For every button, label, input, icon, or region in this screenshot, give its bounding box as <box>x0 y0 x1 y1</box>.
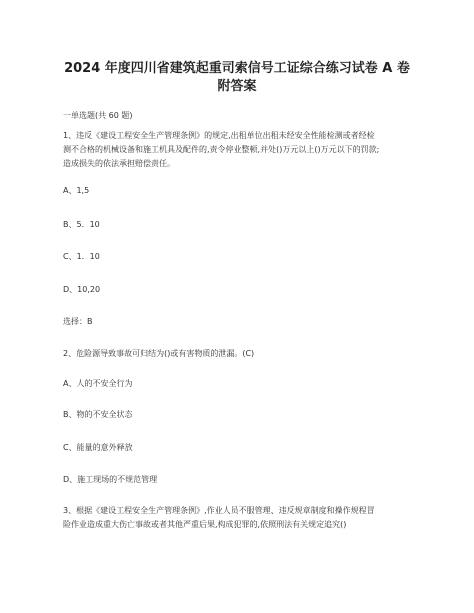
document-title: 2024 年度四川省建筑起重司索信号工证综合练习试卷 A 卷 <box>64 61 410 76</box>
option-b: B、物的不安全状态 <box>63 410 133 419</box>
option-c: C、能量的意外释放 <box>63 443 133 452</box>
question-1-text: 1、违反《建设工程安全生产管理条例》的规定,出租单位出租未经安全性能检测或者经检 <box>63 131 375 140</box>
answer-text: 选择：B <box>63 317 93 326</box>
question-3-text: 险作业造成重大伤亡事故或者其他严重后果,构成犯罪的,依照刑法有关规定追究() <box>63 520 347 529</box>
question-1-text: 造成损失的依法承担赔偿责任。 <box>63 159 175 168</box>
option-a: A、1,5 <box>63 186 90 195</box>
option-d: D、10,20 <box>63 285 101 294</box>
document-title-line2: 附答案 <box>217 79 257 94</box>
question-2-text: 2、危险源导致事故可归结为()或有害物质的泄漏。(C) <box>63 349 255 358</box>
question-3-text: 3、根据《建设工程安全生产管理条例》,作业人员不服管理、违反规章制度和操作规程冒 <box>63 506 375 515</box>
option-b: B、5．10 <box>63 220 100 229</box>
option-c: C、1．10 <box>63 252 100 261</box>
option-a: A、人的不安全行为 <box>63 379 133 388</box>
question-1-text: 测不合格的机械设备和施工机具及配件的,责令停业整顿,并处()万元以上()万元以下的罚款; <box>63 145 380 154</box>
section-heading: 一单选题(共 60 题) <box>63 111 133 120</box>
option-d: D、施工现场的不规范管理 <box>63 475 158 484</box>
